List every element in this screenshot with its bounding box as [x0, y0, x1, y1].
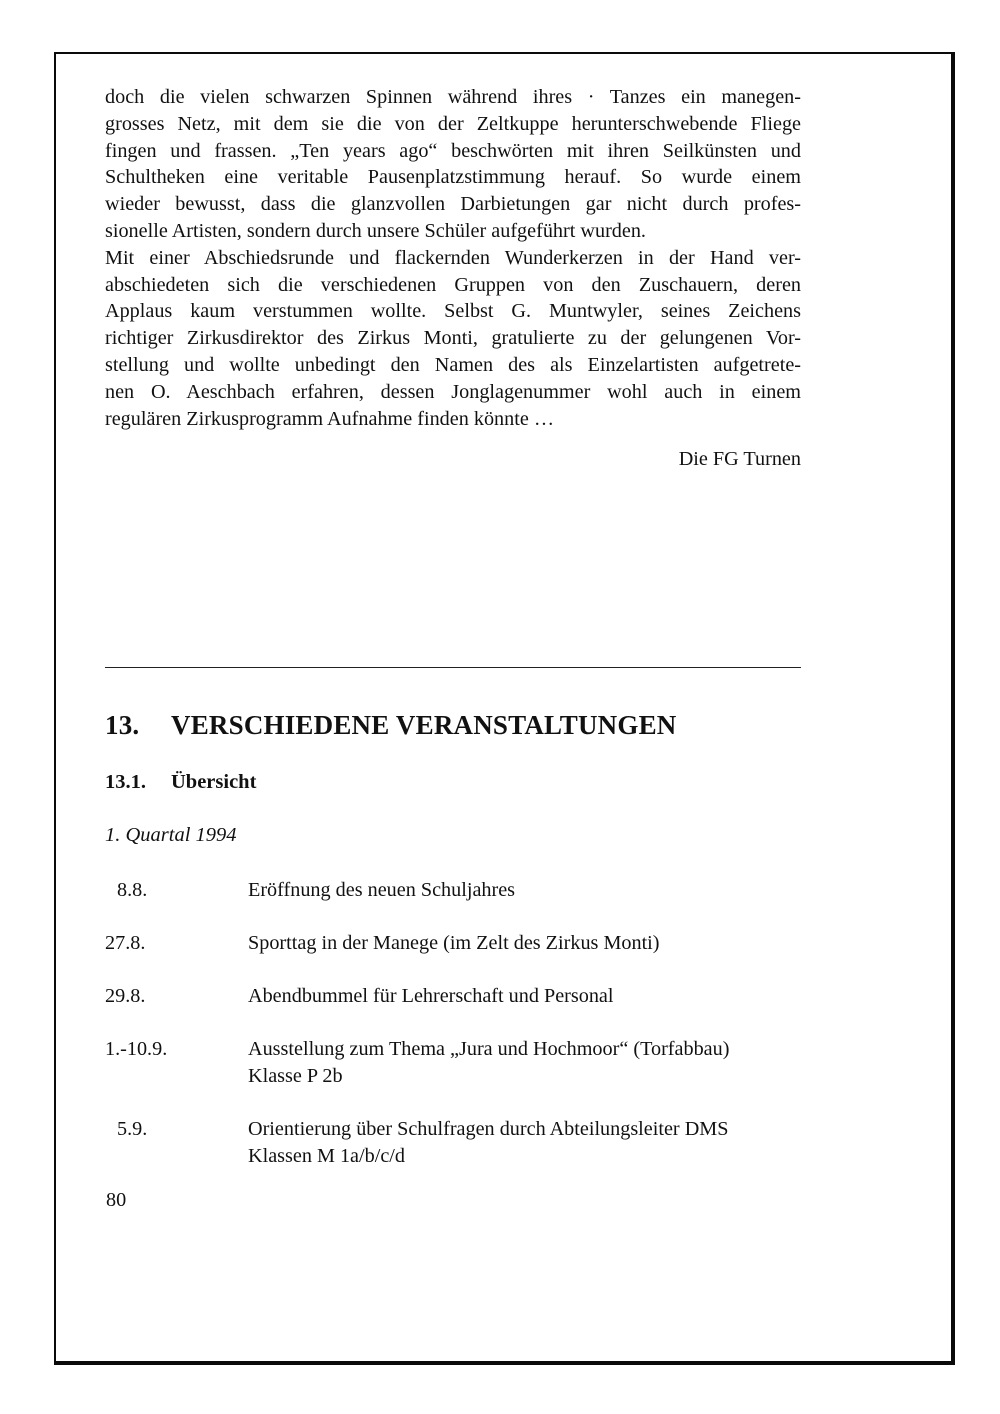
- event-description: Ausstellung zum Thema „Jura und Hochmoor“ (Torfabbau): [248, 1038, 730, 1060]
- body-line: doch die vielen schwarzen Spinnen während ihres · Tanzes ein manegen-: [105, 86, 801, 108]
- event-description: Orientierung über Schulfragen durch Abteilungsleiter DMS: [248, 1118, 729, 1140]
- quarter-heading: 1. Quartal 1994: [105, 824, 237, 846]
- event-date: 8.8.: [117, 879, 148, 901]
- chapter-heading: [105, 710, 676, 741]
- event-note: Klassen M 1a/b/c/d: [248, 1144, 405, 1167]
- event-description: Eröffnung des neuen Schuljahres: [248, 879, 516, 901]
- section-heading: [105, 771, 256, 794]
- body-line: fingen und frassen. „Ten years ago“ beschwörten mit ihren Seilkünsten und: [105, 139, 801, 162]
- event-item: [105, 877, 801, 930]
- event-date: 27.8.: [105, 932, 146, 954]
- body-line: stellung und wollte unbedingt den Namen des als Einzelartisten aufgetrete-: [105, 353, 801, 376]
- body-line: abschiedeten sich die verschiedenen Gruppen von den Zuschauern, deren: [105, 273, 801, 296]
- event-item: [105, 930, 801, 983]
- section-divider: [105, 667, 801, 668]
- section-title: Übersicht: [171, 771, 257, 793]
- event-description: Sporttag in der Manege (im Zelt des Zirkus Monti): [248, 932, 660, 954]
- body-line: wieder bewusst, dass die glanzvollen Darbietungen gar nicht durch profes-: [105, 193, 801, 216]
- body-text: [105, 84, 801, 472]
- body-line: regulären Zirkusprogramm Aufnahme finden könnte …: [105, 407, 555, 430]
- event-description: Abendbummel für Lehrerschaft und Personal: [248, 985, 614, 1007]
- body-line: sionelle Artisten, sondern durch unsere Schüler aufgeführt wurden.: [105, 219, 646, 242]
- event-item: [105, 1036, 801, 1116]
- chapter-title: VERSCHIEDENE VERANSTALTUNGEN: [171, 710, 677, 740]
- event-note: Klasse P 2b: [248, 1064, 343, 1087]
- body-line: richtiger Zirkusdirektor des Zirkus Monti, gratulierte zu der gelungenen Vor-: [105, 327, 801, 350]
- event-date: 5.9.: [117, 1118, 148, 1140]
- event-item: [105, 1116, 801, 1169]
- event-item: [105, 983, 801, 1036]
- body-line: Applaus kaum verstummen wollte. Selbst G. Muntwyler, seines Zeichens: [105, 300, 801, 323]
- body-line: grosses Netz, mit dem sie die von der Zeltkuppe herunterschwebende Fliege: [105, 112, 801, 135]
- event-date: 1.-10.9.: [105, 1038, 168, 1060]
- chapter-number: 13.: [105, 710, 140, 740]
- section-number: 13.1.: [105, 771, 146, 793]
- body-line: nen O. Aeschbach erfahren, dessen Jonglagenummer wohl auch in einem: [105, 380, 801, 403]
- event-date: 29.8.: [105, 985, 146, 1007]
- body-line: Schultheken eine veritable Pausenplatzstimmung herauf. So wurde einem: [105, 166, 801, 189]
- event-list: [105, 877, 801, 1169]
- signature: Die FG Turnen: [678, 448, 801, 471]
- body-line: Mit einer Abschiedsrunde und flackernden Wunderkerzen in der Hand ver-: [105, 246, 801, 269]
- page-number: 80: [106, 1189, 127, 1211]
